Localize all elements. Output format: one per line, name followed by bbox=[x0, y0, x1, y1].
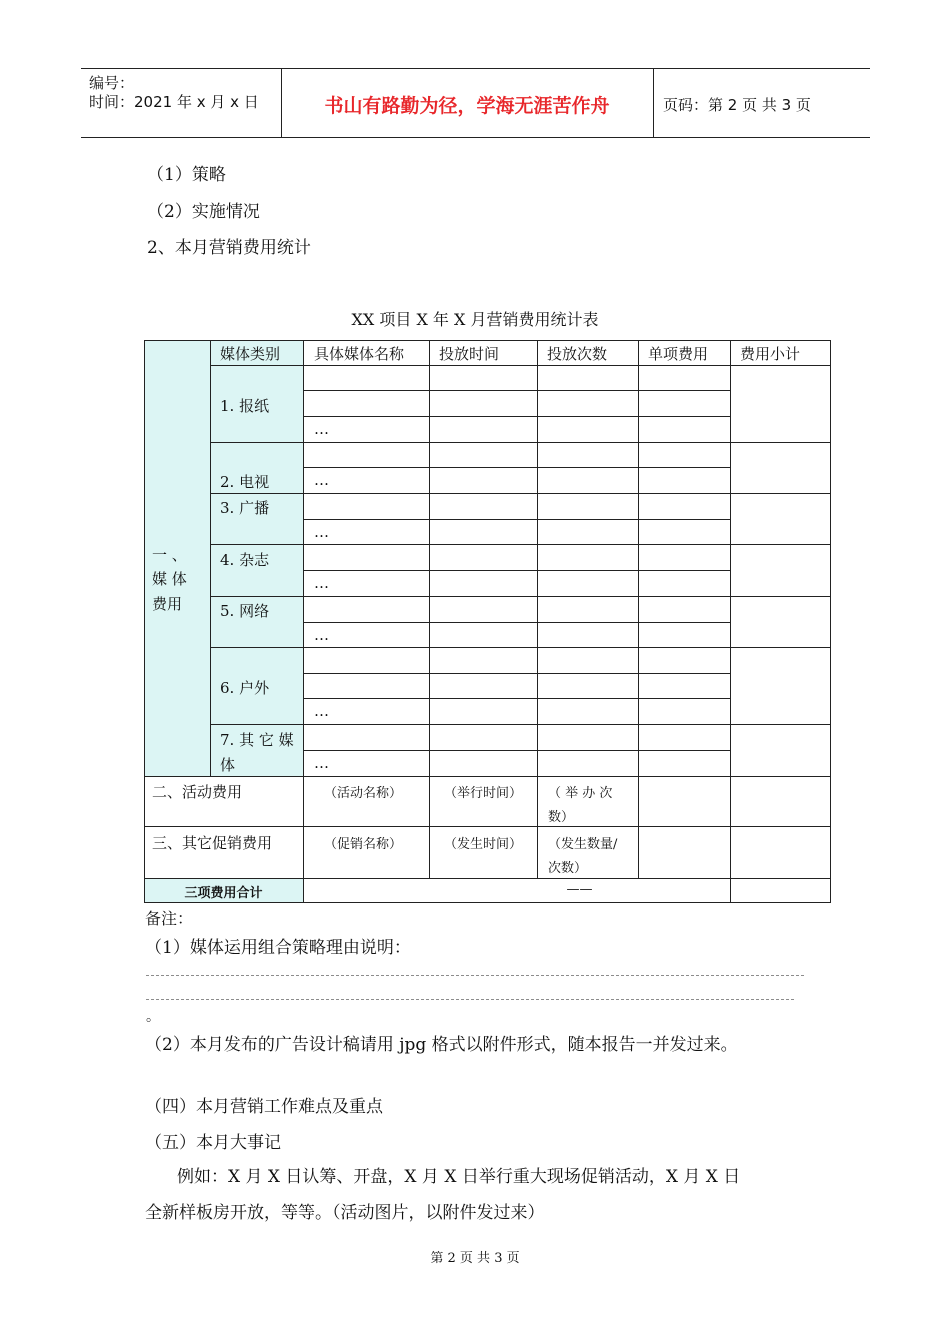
activity-time: （举行时间） bbox=[444, 786, 523, 801]
table-divider bbox=[730, 340, 731, 903]
table-divider bbox=[144, 826, 831, 827]
document-time-label: 时间：2021 年 x 月 x 日 bbox=[89, 93, 259, 111]
table-divider bbox=[210, 596, 831, 597]
table-divider bbox=[303, 698, 730, 699]
table-divider bbox=[303, 467, 730, 468]
table-divider bbox=[210, 442, 831, 443]
table-divider bbox=[537, 340, 538, 878]
media-newspaper: 1. 报纸 bbox=[220, 397, 270, 415]
table-divider bbox=[638, 340, 639, 878]
table-divider bbox=[210, 365, 831, 366]
example-text: 全新样板房开放，等等。（活动图片，以附件发过来） bbox=[145, 1203, 545, 1223]
activity-cost-label: 二、活动费用 bbox=[152, 783, 243, 801]
table-divider bbox=[429, 340, 430, 878]
media-other: 体 bbox=[220, 756, 236, 774]
total-label: 三项费用合计 bbox=[184, 886, 263, 901]
promo-time: （发生时间） bbox=[444, 837, 523, 852]
header-page-label: 页码：第 2 页 共 3 页 bbox=[663, 96, 811, 114]
media-tv: 2. 电视 bbox=[220, 473, 270, 491]
table-divider bbox=[210, 493, 831, 494]
total-dash: —— bbox=[566, 882, 593, 897]
document-number-label: 编号： bbox=[89, 74, 135, 92]
table-divider bbox=[210, 724, 831, 725]
activity-count: 数） bbox=[548, 810, 575, 825]
table-border bbox=[830, 340, 831, 903]
table-divider bbox=[144, 878, 831, 879]
ellipsis: … bbox=[314, 471, 329, 489]
activity-count: （ 举 办 次 bbox=[548, 786, 613, 801]
ellipsis: … bbox=[314, 626, 329, 644]
media-group-label: 费用 bbox=[152, 595, 183, 613]
ellipsis: … bbox=[314, 574, 329, 592]
note-strategy-reason: （1）媒体运用组合策略理由说明： bbox=[145, 938, 411, 958]
section-heading: 2、本月营销费用统计 bbox=[147, 238, 311, 258]
example-text: 例如：X 月 X 日认筹、开盘，X 月 X 日举行重大现场促销活动，X 月 X 日 bbox=[177, 1167, 741, 1187]
note-design-attachment: （2）本月发布的广告设计稿请用 jpg 格式以附件形式，随本报告一并发过来。 bbox=[145, 1035, 738, 1055]
fill-in-line bbox=[146, 975, 804, 976]
table-divider bbox=[303, 750, 730, 751]
table-border bbox=[144, 340, 831, 341]
section-difficulties: （四）本月营销工作难点及重点 bbox=[145, 1097, 383, 1117]
column-header: 单项费用 bbox=[648, 345, 709, 363]
promo-cost-label: 三、其它促销费用 bbox=[152, 834, 273, 852]
media-magazine: 4. 杂志 bbox=[220, 551, 270, 569]
column-header: 费用小计 bbox=[740, 345, 801, 363]
ellipsis: … bbox=[314, 523, 329, 541]
media-group-label: 媒 体 bbox=[152, 570, 187, 588]
media-other: 7. 其 它 媒 bbox=[220, 731, 294, 749]
table-divider bbox=[303, 390, 730, 391]
page-header bbox=[81, 68, 870, 138]
table-divider bbox=[210, 647, 831, 648]
table-border bbox=[144, 340, 145, 903]
column-header: 投放次数 bbox=[547, 345, 608, 363]
promo-count: （发生数量/ bbox=[548, 837, 618, 852]
column-header: 投放时间 bbox=[439, 345, 500, 363]
ellipsis: … bbox=[314, 754, 329, 772]
table-divider bbox=[303, 622, 730, 623]
table-divider bbox=[210, 544, 831, 545]
column-header: 媒体类别 bbox=[220, 345, 281, 363]
section-events: （五）本月大事记 bbox=[145, 1133, 281, 1153]
table-divider bbox=[210, 340, 211, 776]
table-divider bbox=[144, 776, 831, 777]
promo-count: 次数） bbox=[548, 861, 588, 876]
table-divider bbox=[303, 416, 730, 417]
header-motto: 书山有路勤为径，学海无涯苦作舟 bbox=[324, 95, 610, 117]
page-footer: 第 2 页 共 3 页 bbox=[430, 1251, 520, 1266]
media-radio: 3. 广播 bbox=[220, 499, 270, 517]
media-group-label: 一 、 bbox=[152, 546, 187, 564]
column-header: 具体媒体名称 bbox=[314, 345, 405, 363]
marketing-cost-table bbox=[144, 340, 831, 903]
table-divider bbox=[303, 673, 730, 674]
table-divider bbox=[303, 519, 730, 520]
ellipsis: … bbox=[314, 702, 329, 720]
implementation-item: （2）实施情况 bbox=[147, 202, 260, 222]
media-internet: 5. 网络 bbox=[220, 602, 270, 620]
ellipsis: … bbox=[314, 420, 329, 438]
note-period: 。 bbox=[146, 1009, 160, 1025]
table-divider bbox=[303, 570, 730, 571]
media-outdoor: 6. 户外 bbox=[220, 679, 270, 697]
header-divider bbox=[653, 69, 654, 137]
notes-title: 备注： bbox=[145, 909, 194, 928]
promo-name: （促销名称） bbox=[324, 837, 403, 852]
activity-name: （活动名称） bbox=[324, 786, 403, 801]
strategy-item: （1）策略 bbox=[147, 165, 226, 185]
table-title: XX 项目 X 年 X 月营销费用统计表 bbox=[351, 310, 599, 329]
fill-in-line bbox=[146, 999, 794, 1000]
table-border bbox=[144, 902, 831, 903]
